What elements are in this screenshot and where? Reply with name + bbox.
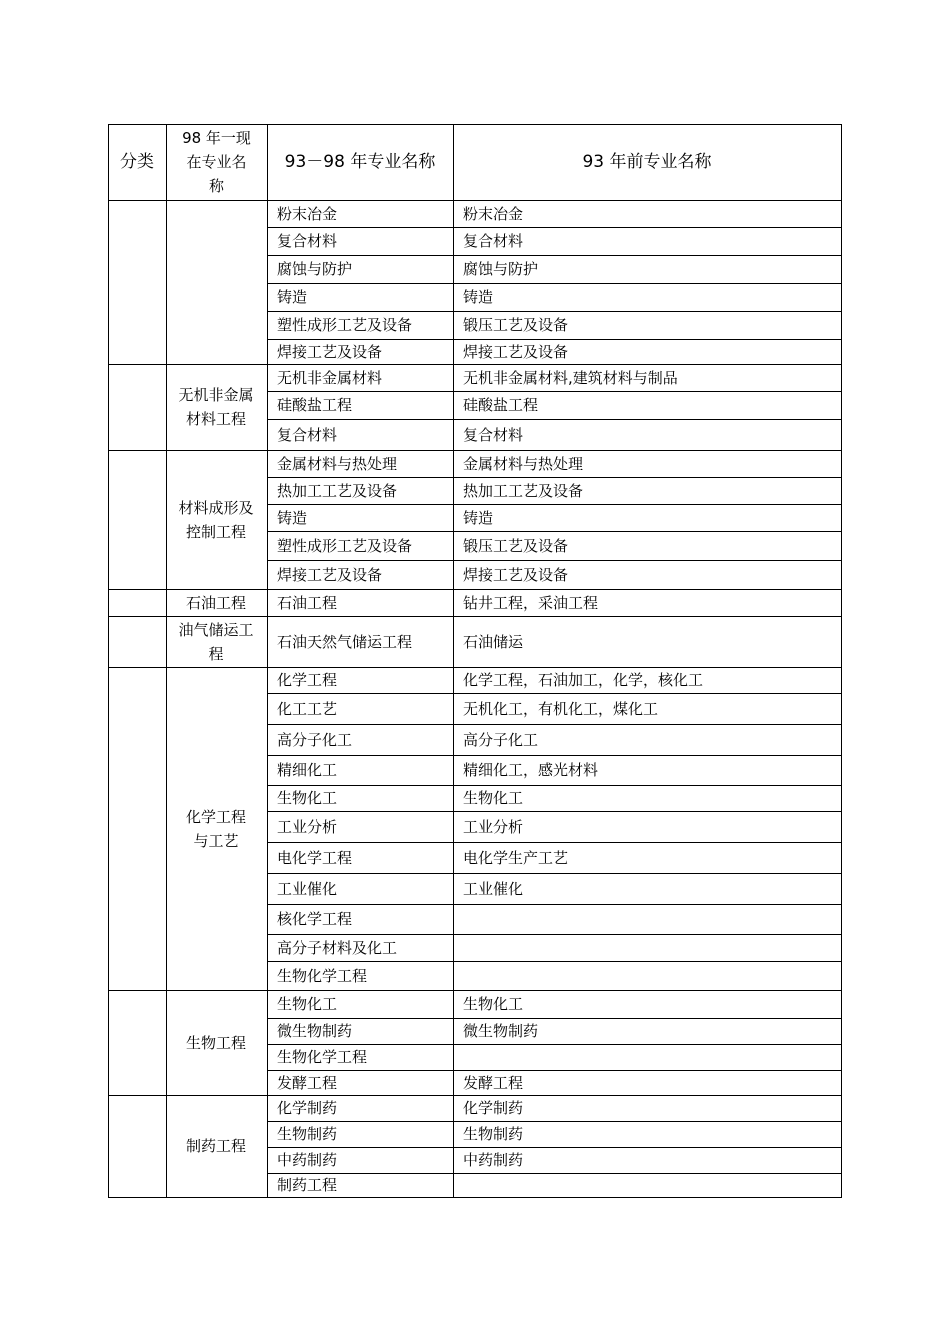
row-pre-93-name: 化学制药	[463, 1099, 524, 1117]
header-pre-93-name: 93 年前专业名称	[582, 152, 712, 172]
row-93-98-name: 铸造	[277, 288, 308, 306]
row-93-98-name: 塑性成形工艺及设备	[277, 316, 413, 334]
row-pre-93-name: 高分子化工	[463, 731, 539, 749]
row-pre-93-name: 金属材料与热处理	[463, 455, 584, 473]
group-current-name: 无机非金属 材料工程	[178, 386, 254, 428]
row-93-98-name: 发酵工程	[277, 1074, 338, 1092]
row-93-98-name: 中药制药	[277, 1151, 338, 1169]
row-93-98-name: 工业分析	[277, 818, 338, 836]
row-pre-93-name: 无机化工，有机化工，煤化工	[463, 700, 659, 718]
row-pre-93-name: 工业分析	[463, 818, 524, 836]
row-93-98-name: 高分子化工	[277, 731, 353, 749]
group-current-name: 油气储运工 程	[178, 621, 254, 663]
row-pre-93-name: 铸造	[463, 288, 494, 306]
row-93-98-name: 石油天然气储运工程	[277, 633, 413, 651]
row-pre-93-name: 钻井工程，采油工程	[463, 594, 599, 612]
group-current-name: 化学工程 与工艺	[185, 808, 246, 850]
row-pre-93-name: 微生物制药	[463, 1022, 539, 1040]
row-93-98-name: 化学工程	[277, 671, 338, 689]
row-93-98-name: 微生物制药	[277, 1022, 353, 1040]
row-93-98-name: 工业催化	[277, 880, 338, 898]
row-pre-93-name: 复合材料	[463, 426, 524, 444]
row-pre-93-name: 中药制药	[463, 1151, 524, 1169]
row-93-98-name: 精细化工	[277, 761, 338, 779]
row-93-98-name: 金属材料与热处理	[277, 455, 398, 473]
row-pre-93-name: 无机非金属材料,建筑材料与制品	[463, 369, 678, 387]
row-pre-93-name: 复合材料	[463, 232, 524, 250]
row-93-98-name: 焊接工艺及设备	[277, 566, 383, 584]
row-93-98-name: 石油工程	[277, 594, 338, 612]
row-93-98-name: 粉末冶金	[277, 205, 338, 223]
row-pre-93-name: 工业催化	[463, 880, 524, 898]
row-pre-93-name: 电化学生产工艺	[463, 849, 569, 867]
row-pre-93-name: 焊接工艺及设备	[463, 566, 569, 584]
row-93-98-name: 塑性成形工艺及设备	[277, 537, 413, 555]
group-current-name: 制药工程	[185, 1137, 246, 1155]
row-pre-93-name: 生物化工	[463, 789, 524, 807]
row-pre-93-name: 化学工程，石油加工，化学，核化工	[463, 671, 704, 689]
row-pre-93-name: 生物制药	[463, 1125, 524, 1143]
row-93-98-name: 生物化学工程	[277, 1048, 368, 1066]
row-93-98-name: 生物化工	[277, 789, 338, 807]
row-pre-93-name: 热加工工艺及设备	[463, 482, 584, 500]
header-current-name: 98 年一现 在专业名 称	[182, 129, 251, 195]
row-93-98-name: 高分子材料及化工	[277, 939, 398, 957]
row-93-98-name: 核化学工程	[277, 910, 353, 928]
header-93-98-name: 93－98 年专业名称	[284, 152, 436, 172]
row-93-98-name: 腐蚀与防护	[277, 260, 353, 278]
row-93-98-name: 生物制药	[277, 1125, 338, 1143]
row-pre-93-name: 锻压工艺及设备	[463, 316, 569, 334]
row-93-98-name: 铸造	[277, 509, 308, 527]
row-pre-93-name: 腐蚀与防护	[463, 260, 539, 278]
row-93-98-name: 制药工程	[277, 1176, 338, 1194]
group-current-name: 材料成形及 控制工程	[178, 499, 254, 541]
row-93-98-name: 无机非金属材料	[277, 369, 383, 387]
row-93-98-name: 电化学工程	[277, 849, 353, 867]
row-93-98-name: 化学制药	[277, 1099, 338, 1117]
row-93-98-name: 生物化工	[277, 995, 338, 1013]
row-93-98-name: 复合材料	[277, 232, 338, 250]
row-pre-93-name: 石油储运	[463, 633, 524, 651]
row-pre-93-name: 锻压工艺及设备	[463, 537, 569, 555]
row-93-98-name: 复合材料	[277, 426, 338, 444]
row-93-98-name: 化工工艺	[277, 700, 338, 718]
group-current-name: 生物工程	[185, 1034, 246, 1052]
row-pre-93-name: 铸造	[463, 509, 494, 527]
row-93-98-name: 焊接工艺及设备	[277, 343, 383, 361]
header-category: 分类	[120, 152, 154, 172]
row-pre-93-name: 发酵工程	[463, 1074, 524, 1092]
row-pre-93-name: 焊接工艺及设备	[463, 343, 569, 361]
row-pre-93-name: 精细化工，感光材料	[463, 761, 599, 779]
row-pre-93-name: 硅酸盐工程	[463, 396, 539, 414]
row-pre-93-name: 生物化工	[463, 995, 524, 1013]
row-93-98-name: 热加工工艺及设备	[277, 482, 398, 500]
row-pre-93-name: 粉末冶金	[463, 205, 524, 223]
row-93-98-name: 硅酸盐工程	[277, 396, 353, 414]
row-93-98-name: 生物化学工程	[277, 967, 368, 985]
group-current-name: 石油工程	[185, 594, 246, 612]
